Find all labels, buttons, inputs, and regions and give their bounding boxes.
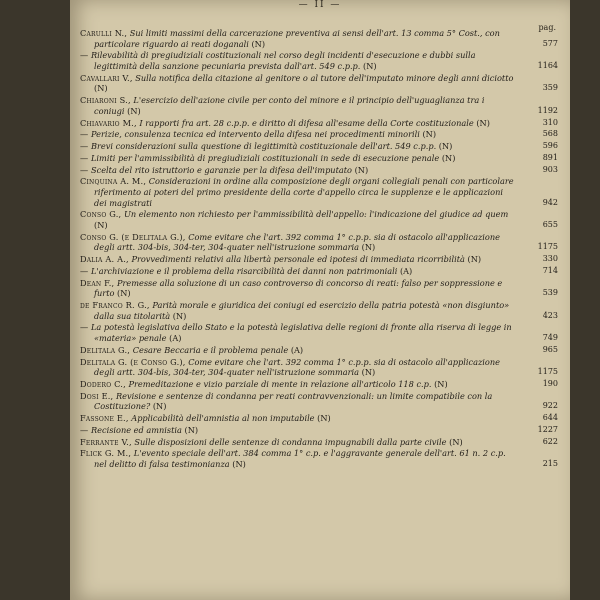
entry-page: 596 <box>542 141 558 151</box>
entry-type: (N) <box>94 83 108 94</box>
entry-page: 749 <box>542 333 558 343</box>
entry-page: 891 <box>542 152 558 162</box>
entry-title: Considerazioni in ordine alla composizione degli organi collegiali penali con particolare riferimento ai poteri del primo presidente della corte d'appello circa le supplenze e le applicazioni dei magistrati <box>94 176 514 208</box>
entry-page: 965 <box>542 344 558 354</box>
entry-page: 423 <box>542 310 558 320</box>
entry-author: Fassone E., <box>80 413 129 424</box>
index-entry <box>80 300 558 321</box>
entry-title: Perizie, consulenza tecnica ed intervento della difesa nei procedimenti minorili <box>91 129 420 140</box>
entry-page: 330 <box>542 254 558 264</box>
index-entry <box>80 425 558 436</box>
index-entry <box>80 437 558 448</box>
index-entries <box>80 28 558 471</box>
entry-author: — <box>80 424 89 435</box>
entry-page: 359 <box>542 83 558 93</box>
entry-author: Delitala G. (e Conso G.), <box>80 356 186 367</box>
index-entry <box>80 357 558 378</box>
entry-author: Flick G. M., <box>80 448 132 459</box>
index-entry <box>80 391 558 412</box>
entry-author: Chiaroni S., <box>80 95 131 106</box>
book-page <box>70 0 570 600</box>
entry-type: (N) <box>354 164 369 175</box>
index-entry <box>80 141 558 152</box>
entry-author: Dodero C., <box>80 378 126 389</box>
entry-author: Delitala G., <box>80 344 131 355</box>
entry-author: — <box>80 164 89 175</box>
index-entry <box>80 28 558 49</box>
entry-page: 622 <box>542 436 558 446</box>
entry-title: Come evitare che l'art. 392 comma 1° c.p.p. sia di ostacolo all'applicazione degli artt. 304-bis, 304-ter, 304-quater nell'istruzione sommaria <box>94 231 500 253</box>
entry-type: (N) <box>117 288 131 299</box>
entry-author: Ferrante V., <box>80 436 132 447</box>
entry-title: Revisione e sentenze di condanna per reati contravvenzionali: un limite compatibile con la Costituzione? <box>94 390 493 412</box>
entry-page: 922 <box>542 401 558 411</box>
entry-title: L'esercizio dell'azione civile per conto del minore e il principio dell'uguaglianza tra i coniugi <box>94 95 485 116</box>
entry-title: Scelta del rito istruttorio e garanzie per la difesa dell'imputato <box>91 164 352 175</box>
entry-title: Limiti per l'ammissibilità di pregiudiziali costituzionali in sede di esecuzione penale <box>91 152 440 163</box>
index-entry <box>80 379 558 390</box>
index-entry <box>80 413 558 424</box>
index-entry <box>80 176 558 208</box>
entry-title: L'archiviazione e il problema della risarcibilità dei danni non patrimoniali <box>91 265 398 276</box>
entry-type: (N) <box>317 413 331 424</box>
index-entry <box>80 73 558 94</box>
entry-author: — <box>80 141 89 152</box>
entry-page: 310 <box>542 117 558 127</box>
entry-type: (N) <box>152 401 167 412</box>
entry-type: (A) <box>399 265 413 276</box>
entry-type: (N) <box>467 254 482 265</box>
entry-type: (N) <box>363 60 377 71</box>
index-entry <box>80 254 558 265</box>
entry-type: (N) <box>441 152 456 163</box>
entry-title: Provvedimenti relativi alla libertà personale ed ipotesi di immediata ricorribilità <box>131 254 465 265</box>
entry-type: (N) <box>449 436 463 447</box>
entry-page: 714 <box>542 265 558 275</box>
entry-page: 655 <box>542 219 558 229</box>
entry-type: (N) <box>361 367 376 378</box>
entry-author: de Franco R. G., <box>80 300 150 311</box>
entry-title: I rapporti fra art. 28 c.p.p. e diritto di difesa all'esame della Corte costituzionale <box>139 117 474 128</box>
entry-type: (N) <box>232 459 246 470</box>
index-entry <box>80 278 558 299</box>
index-entry <box>80 153 558 164</box>
entry-title: Sui limiti massimi della carcerazione preventiva ai sensi dell'art. 13 comma 5° Cost., con particolare riguardo ai reati doganali <box>94 28 500 49</box>
entry-title: Brevi considerazioni sulla questione di legittimità costituzionale dell'art. 549 c.p.p. <box>91 141 437 152</box>
entry-title: Recisione ed amnistia <box>91 424 182 435</box>
entry-type: (N) <box>434 378 448 389</box>
entry-type: (A) <box>290 344 304 355</box>
entry-title: Come evitare che l'art. 392 comma 1° c.p.p. sia di ostacolo all'applicazione degli artt. 304-bis, 304-ter, 304-quater nell'istruzione sommaria <box>94 356 500 378</box>
index-entry <box>80 232 558 253</box>
index-entry <box>80 118 558 129</box>
entry-author: Dean F., <box>80 277 115 288</box>
entry-title: Sulle disposizioni delle sentenze di condanna impugnabili dalla parte civile <box>134 436 447 447</box>
entry-type: (N) <box>422 129 437 140</box>
entry-type: (N) <box>476 117 490 128</box>
entry-author: Chiavario M., <box>80 117 137 128</box>
entry-page: 1175 <box>537 367 558 377</box>
entry-author: — <box>80 129 89 140</box>
entry-author: Dalia A. A., <box>80 254 129 265</box>
entry-author: Cinquina A. M., <box>80 176 147 187</box>
entry-title: Un elemento non richiesto per l'ammissibilità dell'appello: l'indicazione del giudice ad quem <box>123 209 509 220</box>
pag-label: pag. <box>538 23 556 32</box>
entry-title: Cesare Beccaria e il problema penale <box>132 344 289 355</box>
entry-page: 539 <box>542 288 558 298</box>
entry-title: Premesse alla soluzione di un caso controverso di concorso di reati: falso per soppressione e furto <box>94 277 503 299</box>
page-number: — II — <box>298 0 342 10</box>
index-entry <box>80 129 558 140</box>
entry-type: (N) <box>184 424 199 435</box>
entry-page: 1192 <box>537 105 558 115</box>
entry-title: Rilevabilità di pregiudiziali costituzionali nel corso degli incidenti d'esecuzione e dubbi sulla legittimità della sanzione pecuniaria prevista dall'art. 549 c.p.p. <box>91 50 476 71</box>
entry-type: (N) <box>127 105 141 116</box>
entry-title: Premeditazione e vizio parziale di mente in relazione all'articolo 118 c.p. <box>128 378 432 389</box>
index-entry <box>80 448 558 469</box>
entry-author: — <box>80 322 89 333</box>
entry-author: — <box>80 265 89 276</box>
index-entry <box>80 209 558 230</box>
entry-author: — <box>80 152 89 163</box>
entry-page: 1175 <box>537 242 558 252</box>
entry-type: (N) <box>94 219 108 230</box>
entry-title: La potestà legislativa dello Stato e la potestà legislativa delle regioni di fronte alla riserva di legge in «materia» penale <box>91 322 512 344</box>
entry-type: (N) <box>361 242 376 253</box>
entry-author: Carulli N., <box>80 28 128 38</box>
index-entry <box>80 266 558 277</box>
entry-page: 568 <box>542 129 558 139</box>
entry-title: Parità morale e giuridica dei coniugi ed esercizio della patria potestà «non disgiunto» dalla sua titolarità <box>94 300 510 321</box>
index-entry <box>80 95 558 116</box>
entry-page: 903 <box>542 164 558 174</box>
entry-page: 644 <box>542 413 558 423</box>
entry-page: 1227 <box>537 424 558 434</box>
entry-author: Conso G., <box>80 209 122 220</box>
entry-title: Sulla notifica della citazione al genitore o al tutore dell'imputato minore degli anni diciotto <box>135 72 514 83</box>
entry-author: Conso G. (e Delitala G.), <box>80 231 186 242</box>
entry-title: Applicabilità dell'amnistia al non imputabile <box>131 413 315 424</box>
index-entry <box>80 322 558 343</box>
entry-type: (N) <box>438 141 453 152</box>
index-entry <box>80 165 558 176</box>
entry-page: 190 <box>542 378 558 388</box>
entry-author: Dosi E., <box>80 390 114 401</box>
entry-page: 942 <box>542 197 558 207</box>
index-entry <box>80 50 558 71</box>
entry-author: — <box>80 50 89 61</box>
entry-title: L'evento speciale dell'art. 384 comma 1° c.p. e l'aggravante generale dell'art. 61 n. 2 c.p. nel delitto di falsa testimonianza <box>94 448 506 470</box>
entry-type: (A) <box>169 333 182 344</box>
entry-type: (N) <box>251 38 266 49</box>
entry-page: 577 <box>542 38 558 48</box>
entry-author: Cavallari V., <box>80 72 133 83</box>
entry-type: (N) <box>172 310 187 321</box>
index-entry <box>80 345 558 356</box>
entry-page: 215 <box>542 459 558 469</box>
entry-page: 1164 <box>537 60 558 70</box>
